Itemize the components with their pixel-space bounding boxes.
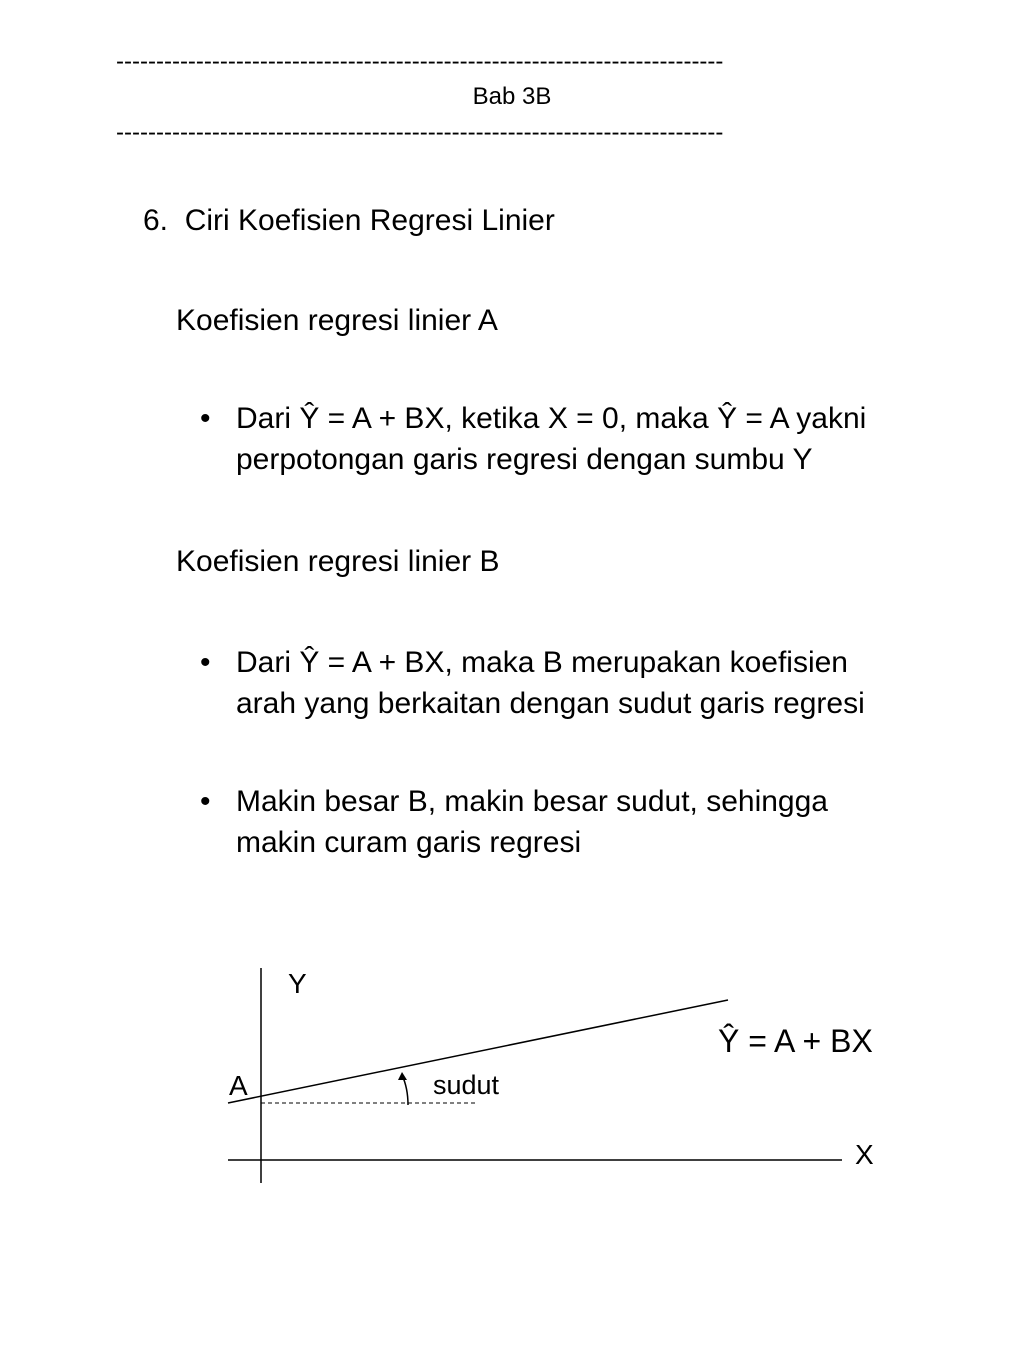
bullet-line: Makin besar B, makin besar sudut, sehingga <box>236 785 828 818</box>
bullet-text <box>236 642 976 724</box>
regression-equation: Ŷ = A + BX <box>718 1023 873 1059</box>
y-axis-label: Y <box>288 968 307 999</box>
x-axis-label: X <box>855 1139 874 1170</box>
bullet-marker: • <box>200 402 211 435</box>
intercept-label: A <box>229 1070 248 1101</box>
regression-diagram <box>0 940 1024 1210</box>
bullet-marker: • <box>200 646 211 679</box>
angle-label: sudut <box>433 1070 500 1100</box>
bullet-marker: • <box>200 785 211 818</box>
header-rule-top: ---------------------------------------------------------------------------- <box>116 50 724 74</box>
bullet-text <box>236 781 976 863</box>
bullet-text <box>236 398 976 480</box>
header-rule-bottom: ---------------------------------------------------------------------------- <box>116 121 724 145</box>
bullet-line: Dari Ŷ = A + BX, maka B merupakan koefisien <box>236 646 848 679</box>
bullet-line: arah yang berkaitan dengan sudut garis regresi <box>236 687 865 720</box>
bullet-line: Dari Ŷ = A + BX, ketika X = 0, maka Ŷ = A yakni <box>236 402 867 435</box>
bullet-line: perpotongan garis regresi dengan sumbu Y <box>236 443 813 476</box>
coef-b-heading: Koefisien regresi linier B <box>176 545 500 578</box>
coef-a-heading: Koefisien regresi linier A <box>176 304 498 337</box>
page-header-title: Bab 3B <box>472 83 552 110</box>
angle-arrowhead <box>398 1072 407 1080</box>
section-title: 6. Ciri Koefisien Regresi Linier <box>143 204 555 237</box>
bullet-line: makin curam garis regresi <box>236 826 582 859</box>
